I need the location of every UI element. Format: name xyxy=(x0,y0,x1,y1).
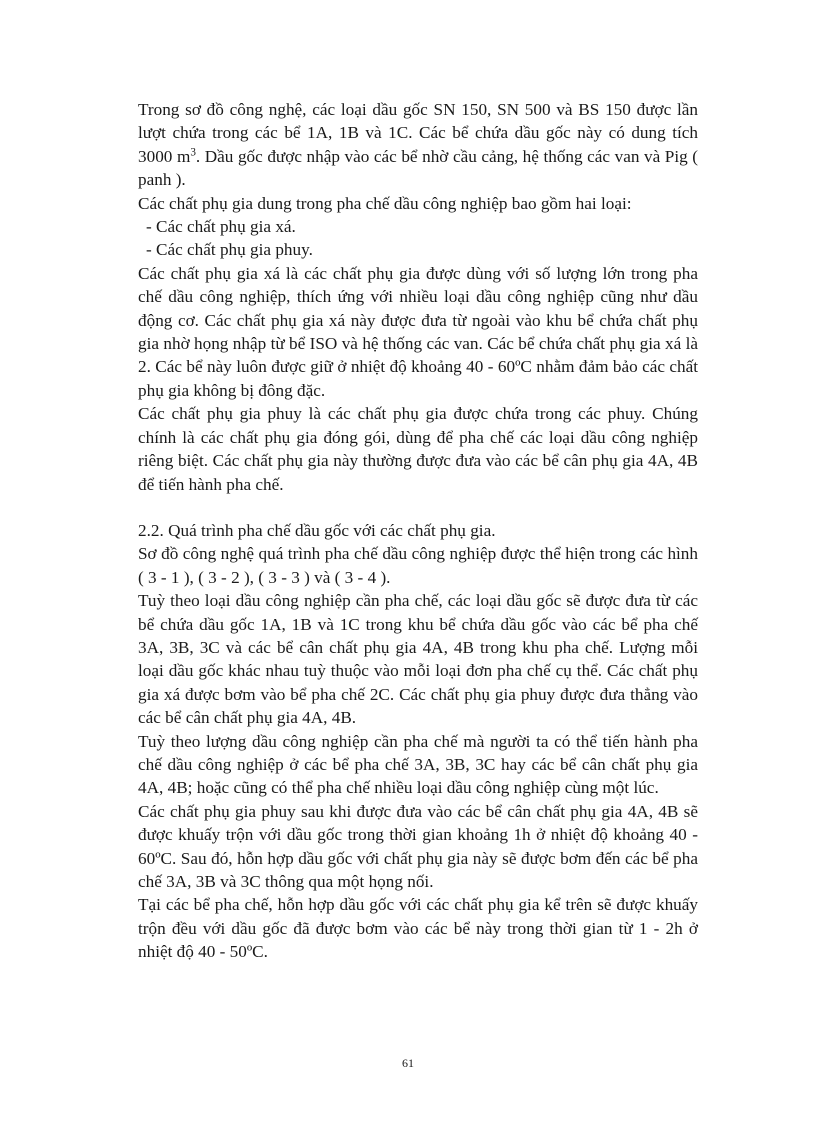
paragraph-final-mixing: Tại các bể pha chế, hỗn hợp dầu gốc với các chất phụ gia kể trên sẽ được khuấy trộn đều với dầu gốc đã được bơm vào các bể này trong thời gian từ 1 - 2h ở nhiệt độ 40 - 50ºC. xyxy=(138,895,698,962)
paragraph-text: . Dầu gốc được nhập vào các bể nhờ cầu cảng, hệ thống các van và Pig ( panh ). xyxy=(138,146,698,190)
superscript: 3 xyxy=(190,146,196,159)
paragraph-bulk-additives: Các chất phụ gia xá là các chất phụ gia được dùng với số lượng lớn trong pha chế dầu công nghiệp, thích ứng với nhiều loại dầu công nghiệp cũng như dầu động cơ. Các chất phụ gia xá này được đưa từ ngoài vào khu bể chứa chất phụ gia nhờ họng nhập từ bể ISO và hệ thống các van. Các bể chứa chất phụ gia xá là 2. Các bể này luôn được giữ ở nhiệt độ khoảng 40 - 60ºC nhằm đảm bảo các chất phụ gia không bị đông đặc. xyxy=(138,263,698,400)
page-number: 61 xyxy=(402,1056,414,1070)
paragraph-mixing-time: Các chất phụ gia phuy sau khi được đưa vào các bể cân chất phụ gia 4A, 4B sẽ được khuấy trộn với dầu gốc trong thời gian khoảng 1h ở nhiệt độ khoảng 40 - 60ºC. Sau đó, hỗn hợp dầu gốc với chất phụ gia này sẽ được bơm đến các bể pha chế 3A, 3B và 3C thông qua một họng nối. xyxy=(138,801,698,891)
paragraph-text: Trong sơ đồ công nghệ, các loại dầu gốc SN 150, SN 500 và BS 150 được lần lượt chứa trong các bể 1A, 1B và 1C. Các bể chứa dầu gốc này có dung tích 3000 m xyxy=(138,100,698,166)
paragraph-additive-types: Các chất phụ gia dung trong pha chế dầu công nghiệp bao gồm hai loại: xyxy=(138,193,632,213)
paragraph-drum-additives: Các chất phụ gia phuy là các chất phụ gia được chứa trong các phuy. Chúng chính là các chất phụ gia đóng gói, dùng để pha chế các loại dầu công nghiệp riêng biệt. Các chất phụ gia này thường được đưa vào các bể cân phụ gia 4A, 4B để tiến hành pha chế. xyxy=(138,404,698,494)
paragraph-blending-options: Tuỳ theo lượng dầu công nghiệp cần pha chế mà người ta có thể tiến hành pha chế dầu công nghiệp ở các bể pha chế 3A, 3B, 3C hay các bể cân chất phụ gia 4A, 4B; hoặc cũng có thể pha chế nhiều loại dầu công nghiệp cùng một lúc. xyxy=(138,731,698,798)
paragraph-flow-diagram: Sơ đồ công nghệ quá trình pha chế dầu công nghiệp được thể hiện trong các hình ( 3 - 1 ), ( 3 - 2 ), ( 3 - 3 ) và ( 3 - 4 ). xyxy=(138,544,698,587)
document-page xyxy=(138,98,698,964)
paragraph-blending-process: Tuỳ theo loại dầu công nghiệp cần pha chế, các loại dầu gốc sẽ được đưa từ các bể chứa dầu gốc 1A, 1B và 1C trong khu bể chứa dầu gốc vào các bể pha chế 3A, 3B, 3C và các bể cân chất phụ gia 4A, 4B trong khu pha chế. Lượng mỗi loại dầu gốc khác nhau tuỳ thuộc vào mỗi loại đơn pha chế cụ thể. Các chất phụ gia xá được bơm vào bể pha chế 2C. Các chất phụ gia phuy được đưa thẳng vào các bể cân chất phụ gia 4A, 4B. xyxy=(138,591,698,728)
section-heading: 2.2. Quá trình pha chế dầu gốc với các chất phụ gia. xyxy=(138,520,496,540)
paragraph-base-oil-tanks xyxy=(138,98,698,192)
bullet-bulk-additives: - Các chất phụ gia xá. xyxy=(146,217,296,237)
section-gap xyxy=(138,496,698,519)
bullet-drum-additives: - Các chất phụ gia phuy. xyxy=(146,240,313,260)
